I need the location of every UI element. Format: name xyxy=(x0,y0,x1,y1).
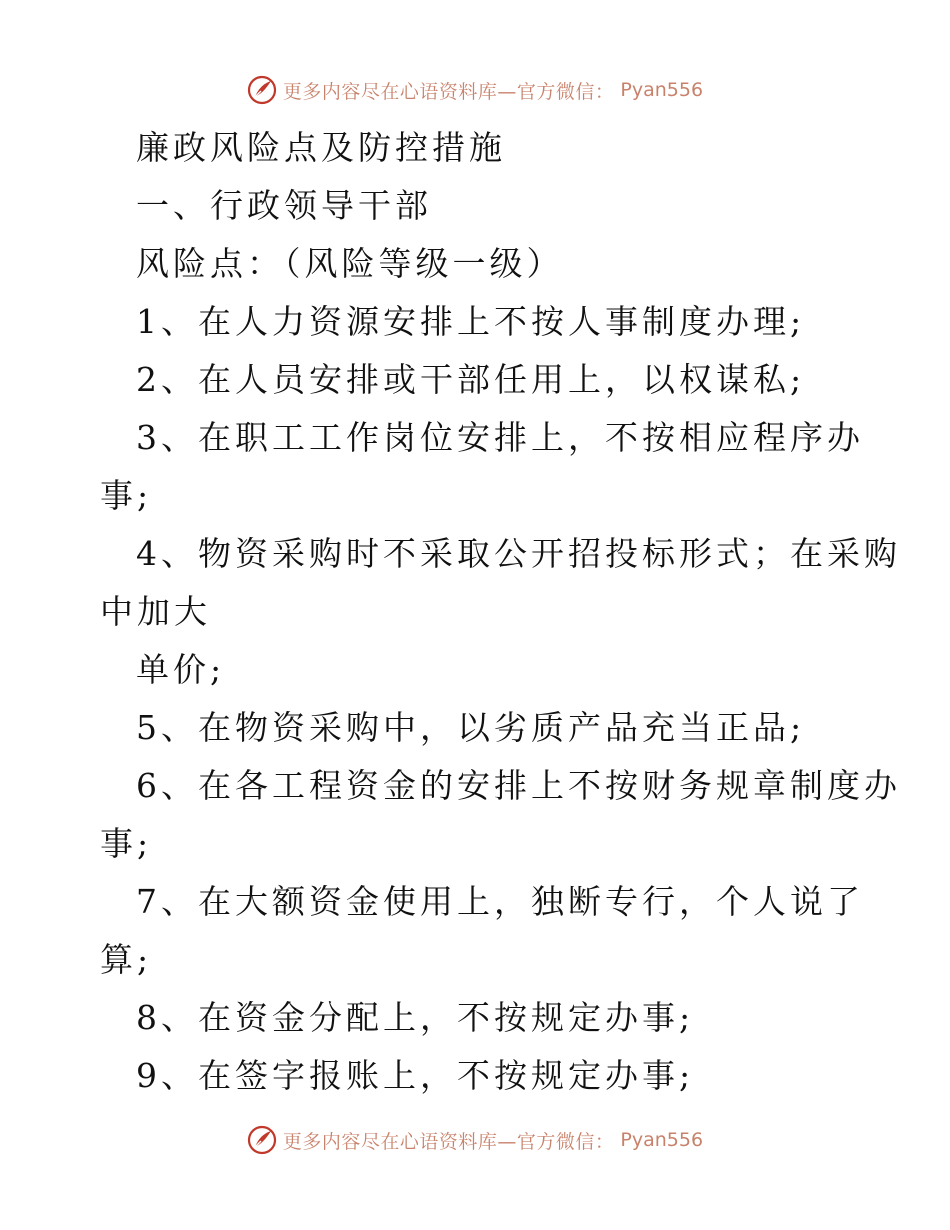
risk-item-continuation: 单价; xyxy=(136,650,226,689)
watermark-contact: Pyan556 xyxy=(620,1129,704,1151)
risk-item-continuation: 事; xyxy=(100,476,153,515)
header-watermark xyxy=(0,70,950,110)
risk-item: 4、物资采购时不采取公开招投标形式；在采购 xyxy=(136,534,901,573)
footer-watermark xyxy=(0,1120,950,1160)
leaf-pen-logo-icon xyxy=(247,1125,277,1155)
risk-item-continuation: 中加大 xyxy=(100,592,211,631)
risk-item-continuation: 事; xyxy=(100,824,153,863)
risk-item: 9、在签字报账上，不按规定办事; xyxy=(136,1056,695,1095)
watermark-text: 更多内容尽在心语资料库—官方微信： xyxy=(282,1130,615,1153)
watermark-text: 更多内容尽在心语资料库—官方微信： xyxy=(282,80,615,103)
section-heading: 一、行政领导干部 xyxy=(136,186,432,225)
watermark-contact: Pyan556 xyxy=(620,79,704,101)
risk-item: 6、在各工程资金的安排上不按财务规章制度办 xyxy=(136,766,901,805)
risk-item: 1、在人力资源安排上不按人事制度办理; xyxy=(136,302,806,341)
risk-item: 7、在大额资金使用上，独断专行，个人说了 xyxy=(136,882,864,921)
risk-heading: 风险点：（风险等级一级） xyxy=(136,244,564,283)
risk-item: 8、在资金分配上，不按规定办事; xyxy=(136,998,695,1037)
risk-item: 2、在人员安排或干部任用上，以权谋私; xyxy=(136,360,806,399)
document-title: 廉政风险点及防控措施 xyxy=(136,128,506,167)
risk-item: 3、在职工工作岗位安排上，不按相应程序办 xyxy=(136,418,864,457)
risk-item: 5、在物资采购中，以劣质产品充当正品; xyxy=(136,708,806,747)
leaf-pen-logo-icon xyxy=(247,75,277,105)
risk-item-continuation: 算; xyxy=(100,940,153,979)
